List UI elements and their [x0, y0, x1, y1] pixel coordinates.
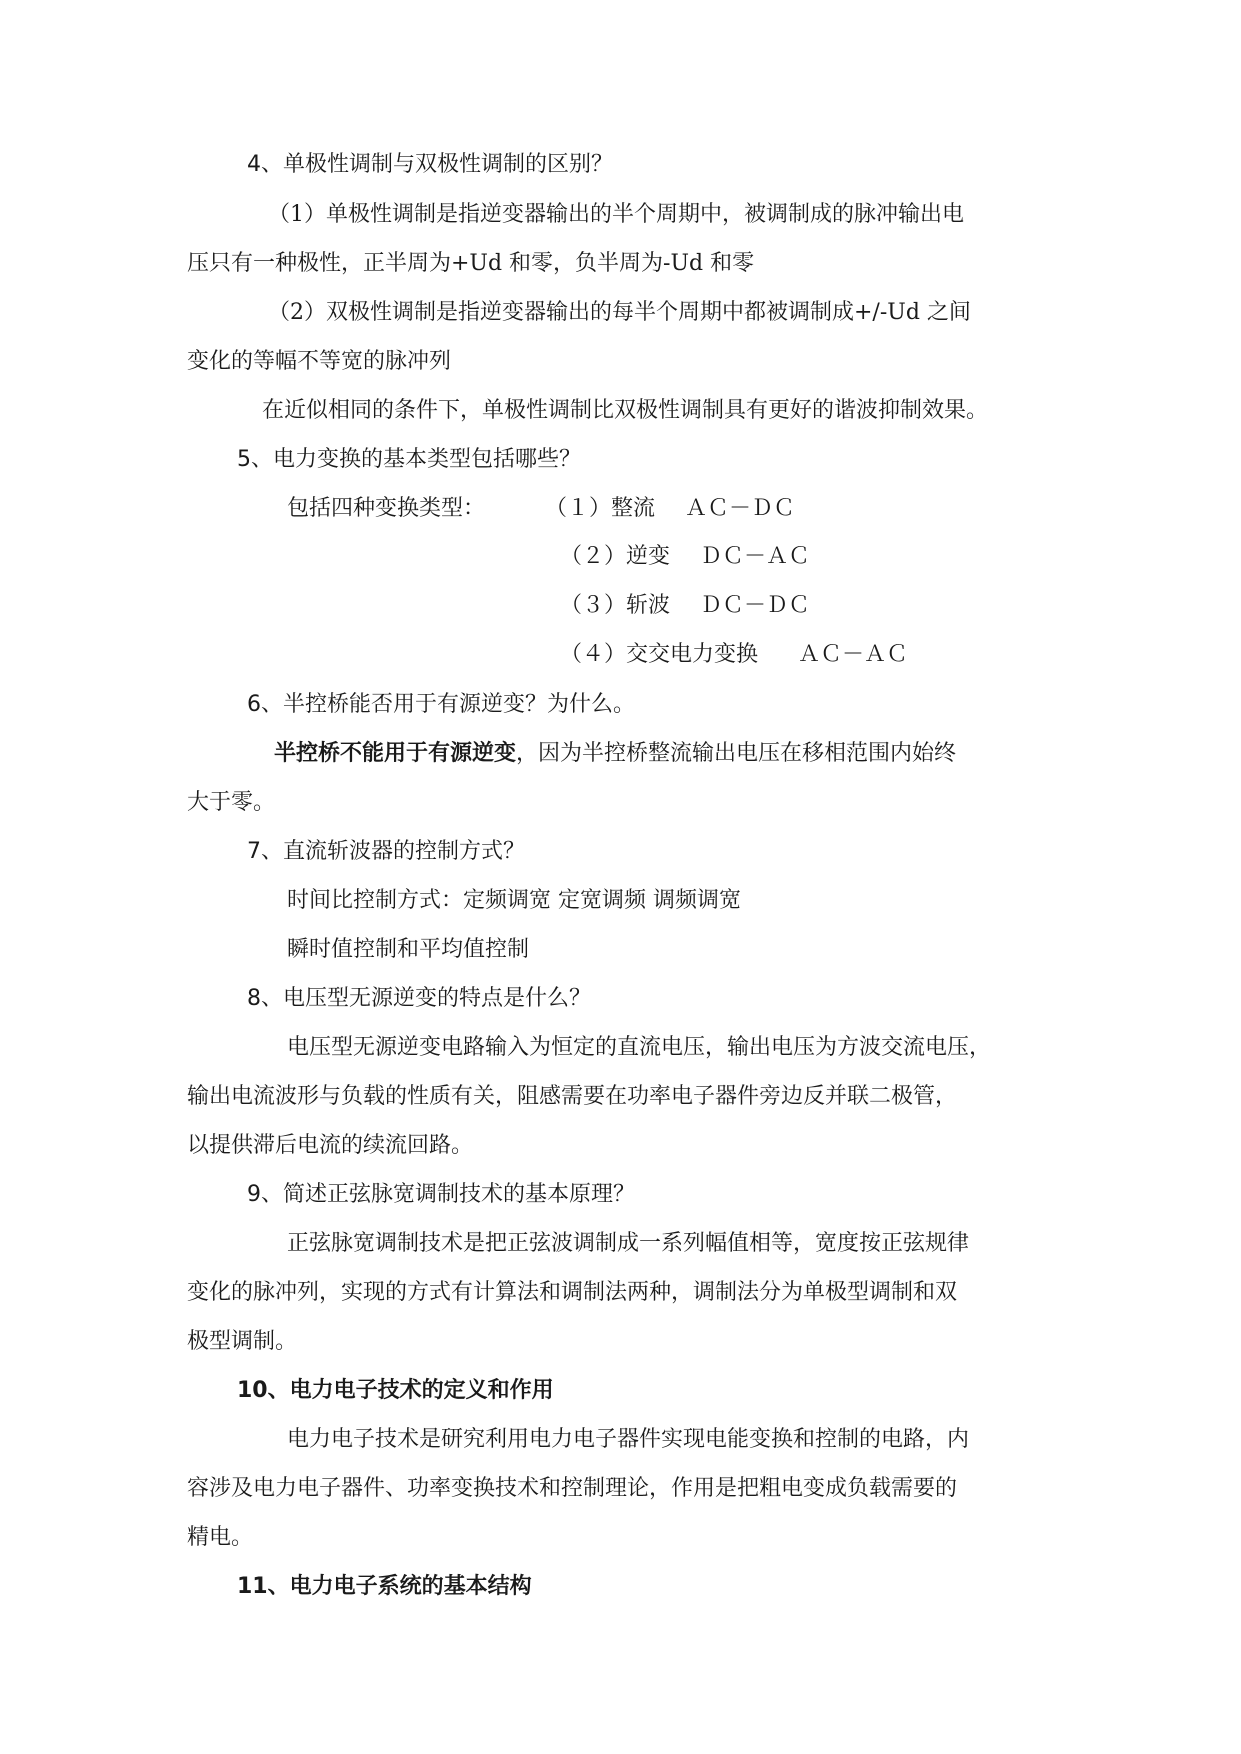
q9-line3: 极型调制。: [187, 1329, 298, 1354]
question-4-title: 4、单极性调制与双极性调制的区别？: [247, 152, 613, 177]
q5-type-1-name: （１）整流: [545, 496, 656, 521]
q6-answer-rest: ，因为半控桥整流输出电压在移相范围内始终: [516, 741, 957, 766]
question-6-title: 6、半控桥能否用于有源逆变？为什么。: [247, 692, 635, 717]
q9-line1: 正弦脉宽调制技术是把正弦波调制成一系列幅值相等，宽度按正弦规律: [287, 1231, 970, 1256]
q5-type-1-code: ＡＣ－ＤＣ: [685, 496, 796, 521]
q4-para3: 在近似相同的条件下，单极性调制比双极性调制具有更好的谐波抑制效果。: [262, 398, 989, 423]
q4-para2-line2: 变化的等幅不等宽的脉冲列: [187, 349, 452, 374]
q5-type-2-name: （２）逆变: [560, 544, 671, 569]
q4-para1-line2: 压只有一种极性，正半周为+Ud 和零，负半周为-Ud 和零: [187, 251, 755, 276]
q6-answer-line2: 大于零。: [187, 790, 276, 815]
q10-line1: 电力电子技术是研究利用电力电子器件实现电能变换和控制的电路，内: [287, 1427, 970, 1452]
q5-type-3-name: （３）斩波: [560, 593, 671, 618]
q8-line1: 电压型无源逆变电路输入为恒定的直流电压，输出电压为方波交流电压，: [287, 1035, 992, 1060]
q5-intro: 包括四种变换类型：: [287, 496, 486, 521]
q4-para2-line1: （2）双极性调制是指逆变器输出的每半个周期中都被调制成+/-Ud 之间: [268, 300, 971, 325]
q5-type-4-code: ＡＣ－ＡＣ: [798, 642, 909, 667]
q7-line2: 瞬时值控制和平均值控制: [287, 937, 530, 962]
q5-type-2-code: ＤＣ－ＡＣ: [700, 544, 811, 569]
q6-answer-bold: 半控桥不能用于有源逆变: [274, 741, 517, 766]
q5-type-3-code: ＤＣ－ＤＣ: [700, 593, 811, 618]
question-5-title: 5、电力变换的基本类型包括哪些？: [237, 447, 581, 472]
q10-line3: 精电。: [187, 1525, 254, 1550]
q8-line3: 以提供滞后电流的续流回路。: [187, 1133, 474, 1158]
q8-line2: 输出电流波形与负载的性质有关，阻感需要在功率电子器件旁边反并联二极管，: [187, 1084, 958, 1109]
q7-line1: 时间比控制方式：定频调宽 定宽调频 调频调宽: [287, 888, 741, 913]
q10-line2: 容涉及电力电子器件、功率变换技术和控制理论，作用是把粗电变成负载需要的: [187, 1476, 958, 1501]
question-11-title: 11、电力电子系统的基本结构: [237, 1574, 532, 1599]
question-7-title: 7、直流斩波器的控制方式？: [247, 839, 525, 864]
q6-answer-line1: [274, 739, 956, 769]
question-9-title: 9、简述正弦脉宽调制技术的基本原理？: [247, 1182, 635, 1207]
question-8-title: 8、电压型无源逆变的特点是什么？: [247, 986, 591, 1011]
q4-para1-line1: （1）单极性调制是指逆变器输出的半个周期中，被调制成的脉冲输出电: [268, 202, 964, 227]
question-10-title: 10、电力电子技术的定义和作用: [237, 1378, 554, 1403]
q5-type-4-name: （４）交交电力变换: [560, 642, 759, 667]
q9-line2: 变化的脉冲列，实现的方式有计算法和调制法两种，调制法分为单极型调制和双: [187, 1280, 958, 1305]
